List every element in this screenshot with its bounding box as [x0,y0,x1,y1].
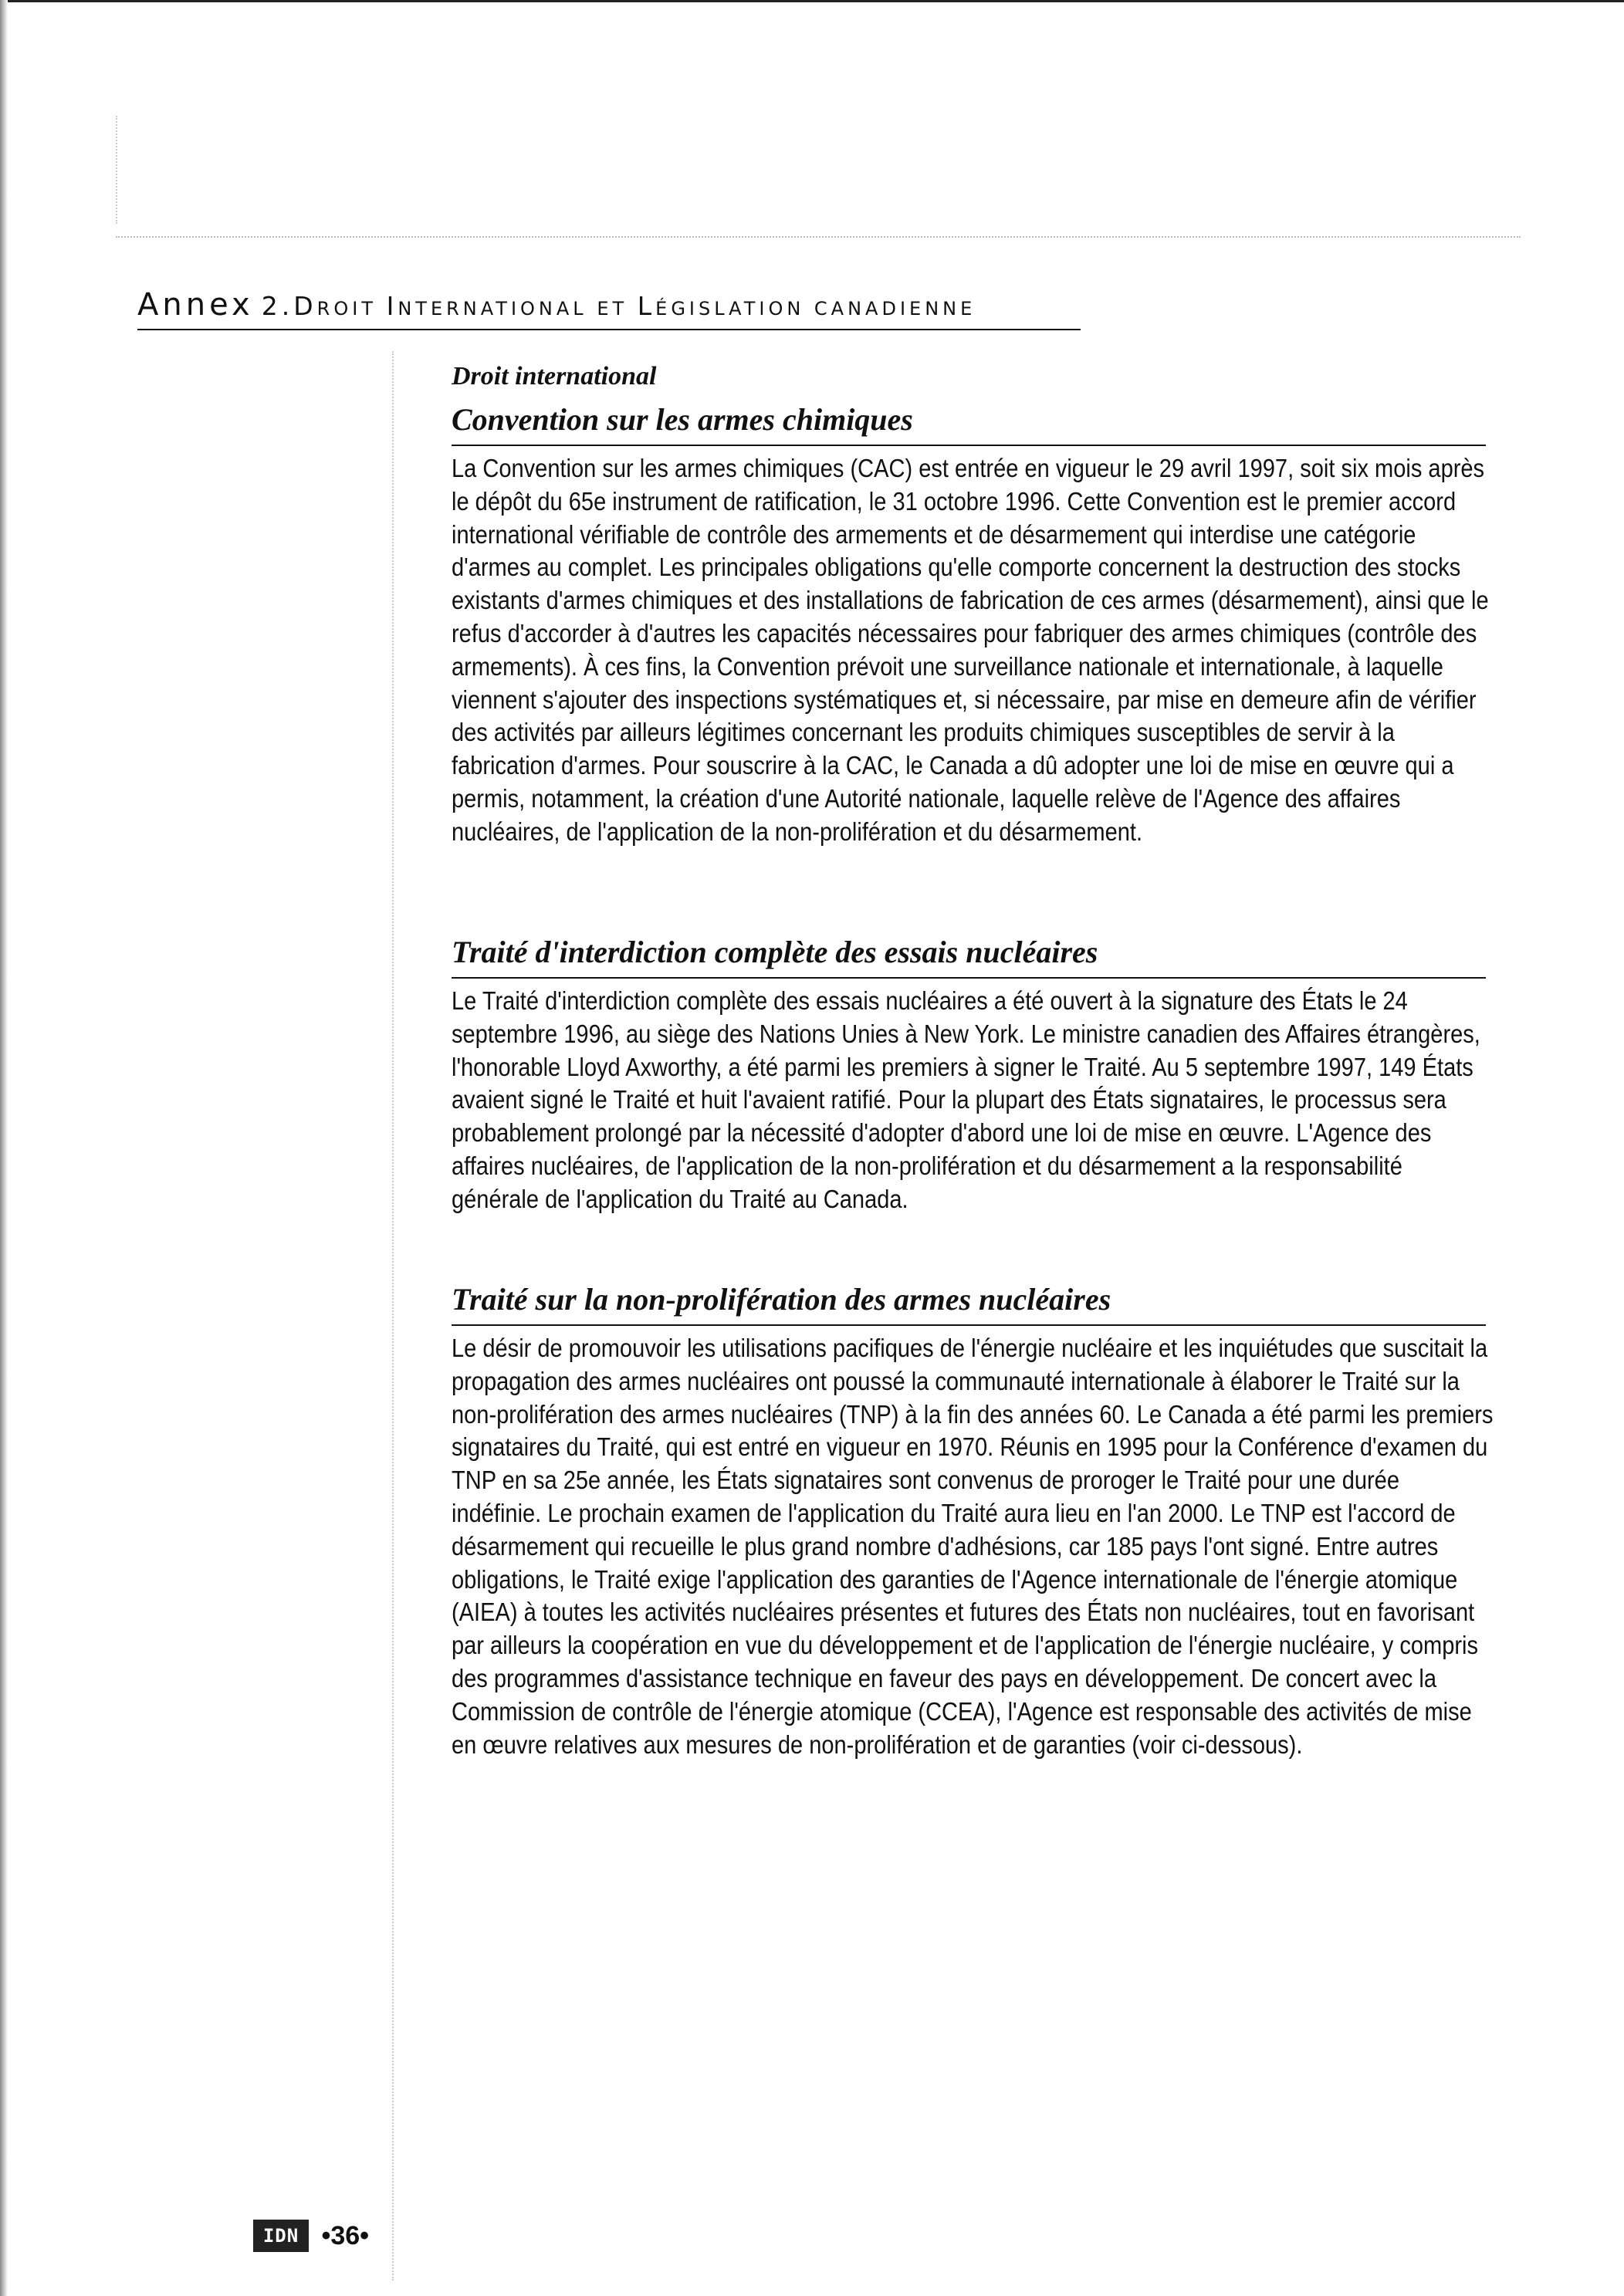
dotted-guide-line [116,236,1521,238]
section-1 [452,360,1494,849]
annex-title-rest-5: CANADIENNE [814,298,976,320]
annex-title-rest-1: ROIT [316,298,387,320]
page-footer [253,2220,369,2254]
annex-title-cap-2: I [386,291,398,321]
annex-header [137,287,1081,330]
annex-title-rest-2: NTERNATIONAL [398,298,597,320]
section-3 [452,1281,1494,1761]
section-text-ticen: Le Traité d'interdiction complète des essais nucléaires a été ouvert à la signature des États le 24 septembre 1996, au siège des Nations Unies à New York. Le ministre canadien des Affaires étrangères, l'honorable Lloyd Axworthy, a été parmi les premiers à signer le Traité. Au 5 septembre 1997, 149 États avaient signé le Traité et huit l'avaient ratifié. Pour la plupart des États signataires, le processus sera probablement prolongé par la nécessité d'adopter d'abord une loi de mise en œuvre. L'Agence des affaires nucléaires, de l'application de la non-prolifération et du désarmement a la responsabilité générale de l'application du Traité au Canada. [452,986,1480,1213]
annex-title-rest-3: ET [597,298,638,320]
section-label: Droit international [452,362,657,391]
section-text-cac: La Convention sur les armes chimiques (CAC) est entrée en vigueur le 29 avril 1997, soit six mois après le dépôt du 65e instrument de ratification, le 31 octobre 1996. Cette Convention est le premier accord international vérifiable de contrôle des armements et de désarmement qui interdise une catégorie d'armes au complet. Les principales obligations qu'elle comporte concernent la destruction des stocks existants d'armes chimiques et des installations de fabrication de ces armes (désarmement), ainsi que le refus d'accorder à d'autres les capacités nécessaires pour fabriquer des armes chimiques (contrôle des armements). À ces fins, la Convention prévoit une surveillance nationale et internationale, à laquelle viennent s'ajouter des inspections systématiques et, si nécessaire, par mise en demeure afin de vérifier des activités par ailleurs légitimes concernant les produits chimiques susceptibles de servir à la fabrication d'armes. Pour souscrire à la CAC, le Canada a dû adopter une loi de mise en œuvre qui a permis, notamment, la création d'une Autorité nationale, laquelle relève de l'Agence des affaires nucléaires, de l'application de la non-prolifération et du désarmement. [452,454,1489,846]
annex-label: Annex [137,287,254,323]
page-number: •36• [321,2220,370,2250]
section-title-cac: Convention sur les armes chimiques [452,401,1486,446]
section-2 [452,934,1494,1216]
annex-title-cap-4: L [637,291,656,321]
annex-title-cap-1: D [293,291,317,321]
dotted-guide-vertical [116,116,117,224]
idn-logo: IDN [253,2220,309,2252]
scan-edge-left [0,0,8,2296]
dotted-margin-guide [392,351,394,2281]
scan-edge-top [0,0,1624,10]
section-title-ticen: Traité d'interdiction complète des essais nucléaires [452,934,1486,979]
section-title-tnp: Traité sur la non-prolifération des armes nucléaires [452,1281,1486,1326]
annex-number: 2. [261,291,294,321]
annex-title-rest-4: ÉGISLATION [655,298,814,320]
section-text-tnp: Le désir de promouvoir les utilisations pacifiques de l'énergie nucléaire et les inquiétudes que suscitait la propagation des armes nucléaires ont poussé la communauté internationale à élaborer le Traité sur la non-prolifération des armes nucléaires (TNP) à la fin des années 60. Le Canada a été parmi les premiers signataires du Traité, qui est entré en vigueur en 1970. Réunis en 1995 pour la Conférence d'examen du TNP en sa 25e année, les États signataires sont convenus de proroger le Traité pour une durée indéfinie. Le prochain examen de l'application du Traité aura lieu en l'an 2000. Le TNP est l'accord de désarmement qui recueille le plus grand nombre d'adhésions, car 185 pays l'ont signé. Entre autres obligations, le Traité exige l'application des garanties de l'Agence internationale de l'énergie atomique (AIEA) à toutes les activités nucléaires présentes et futures des États non nucléaires, tout en favorisant par ailleurs la coopération en vue du développement et de l'application de l'énergie nucléaire, y compris des programmes d'assistance technique en faveur des pays en développement. De concert avec la Commission de contrôle de l'énergie atomique (CCEA), l'Agence est responsable des activités de mise en œuvre relatives aux mesures de non-prolifération et de garanties (voir ci-dessous). [452,1334,1494,1759]
